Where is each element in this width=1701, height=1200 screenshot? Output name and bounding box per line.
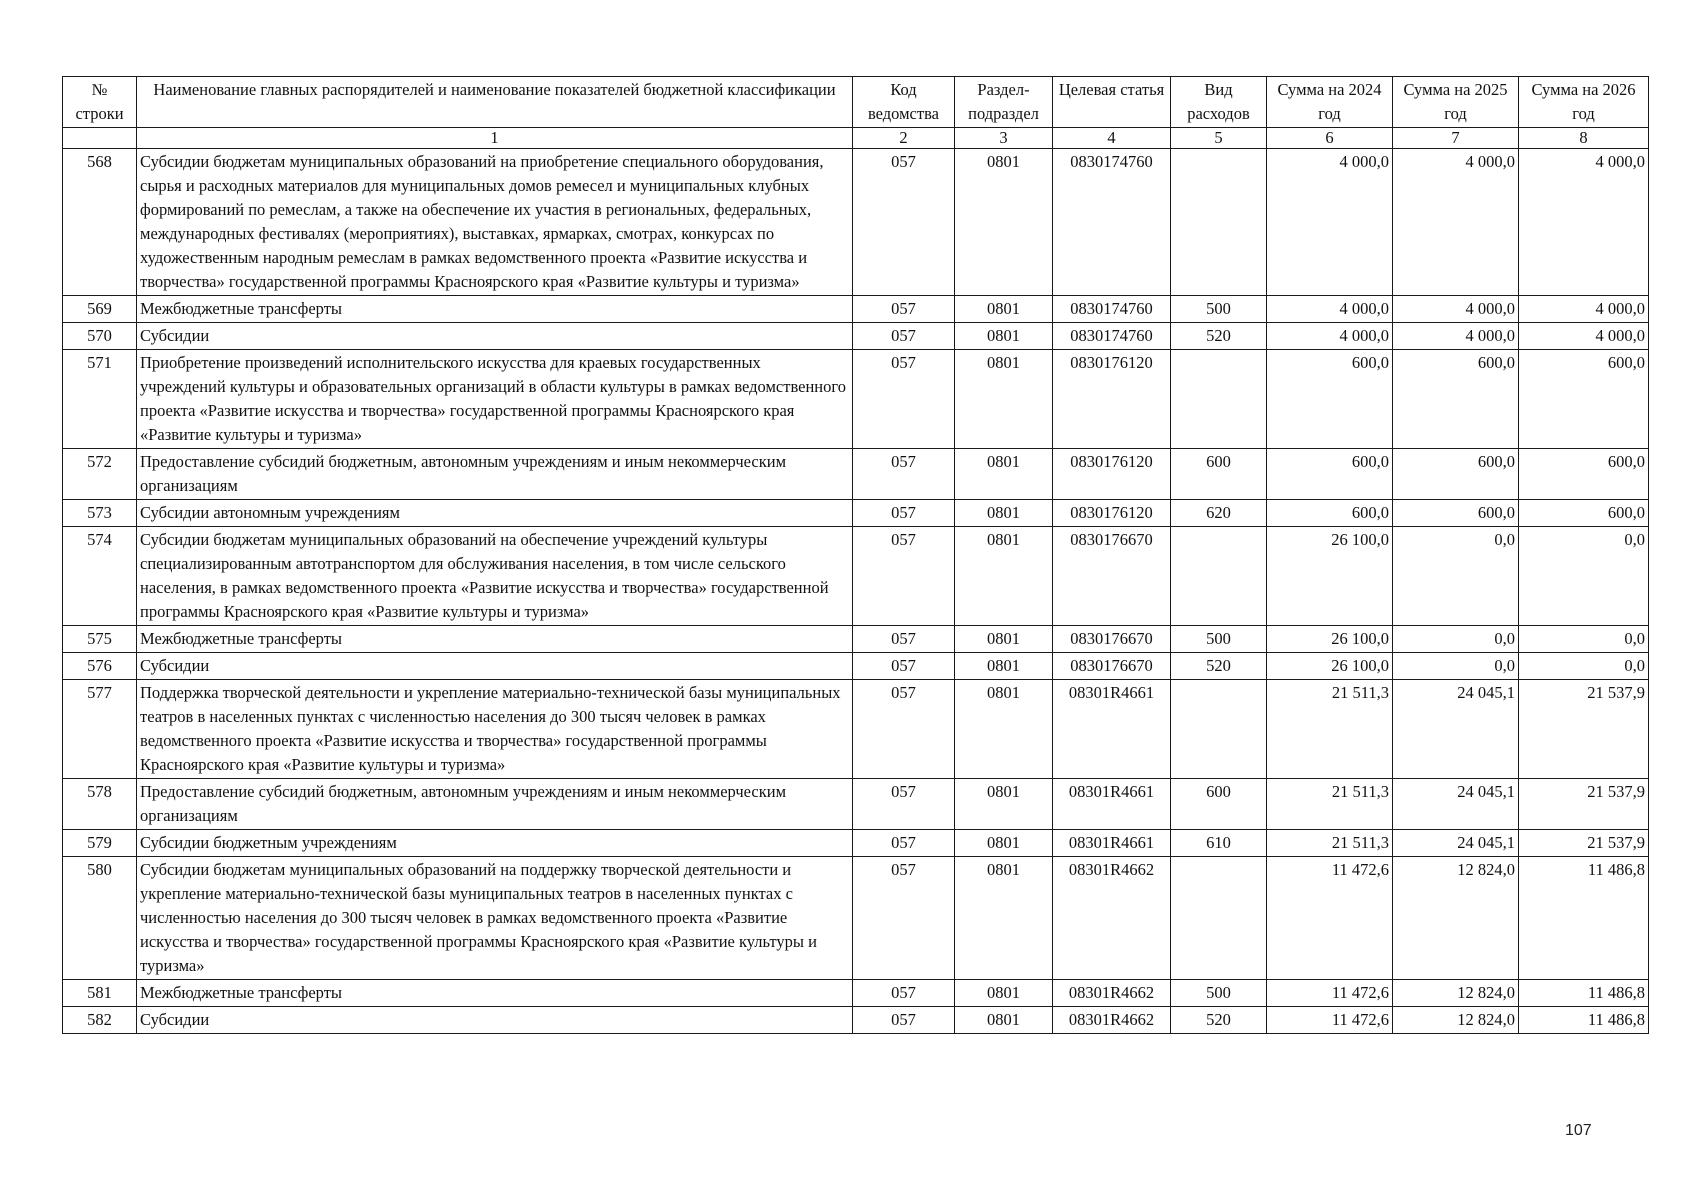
target-article: 0830174760 [1053,296,1171,323]
target-article: 08301R4661 [1053,830,1171,857]
department-code: 057 [853,626,955,653]
row-number: 571 [63,350,137,449]
expense-type [1171,527,1267,626]
sum-2026: 21 537,9 [1519,779,1649,830]
row-name: Межбюджетные трансферты [137,626,853,653]
sum-2025: 0,0 [1393,626,1519,653]
target-article: 0830176120 [1053,449,1171,500]
sum-2025: 12 824,0 [1393,857,1519,980]
header-sum-2024: Сумма на 2024 год [1267,77,1393,128]
target-article: 0830176120 [1053,350,1171,449]
header-target-article: Целевая статья [1053,77,1171,128]
department-code: 057 [853,857,955,980]
row-number: 572 [63,449,137,500]
expense-type: 610 [1171,830,1267,857]
target-article: 0830176670 [1053,653,1171,680]
target-article: 0830176670 [1053,626,1171,653]
sum-2024: 26 100,0 [1267,527,1393,626]
table-row [63,980,1649,1007]
sum-2026: 4 000,0 [1519,323,1649,350]
section-code: 0801 [955,1007,1053,1034]
department-code: 057 [853,1007,955,1034]
sum-2025: 600,0 [1393,350,1519,449]
sum-2025: 4 000,0 [1393,149,1519,296]
sum-2026: 11 486,8 [1519,1007,1649,1034]
department-code: 057 [853,449,955,500]
table-row [63,449,1649,500]
column-index [63,128,137,149]
row-number: 574 [63,527,137,626]
table-row [63,653,1649,680]
sum-2024: 4 000,0 [1267,296,1393,323]
column-index-row [63,128,1649,149]
expense-type [1171,350,1267,449]
sum-2025: 12 824,0 [1393,980,1519,1007]
row-number: 573 [63,500,137,527]
header-section: Раздел-подраздел [955,77,1053,128]
sum-2025: 600,0 [1393,449,1519,500]
expense-type: 500 [1171,980,1267,1007]
department-code: 057 [853,779,955,830]
row-name: Субсидии автономным учреждениям [137,500,853,527]
sum-2026: 11 486,8 [1519,857,1649,980]
section-code: 0801 [955,323,1053,350]
table-row [63,296,1649,323]
budget-table-container [62,76,1648,1034]
sum-2024: 600,0 [1267,449,1393,500]
sum-2026: 21 537,9 [1519,830,1649,857]
expense-type: 500 [1171,626,1267,653]
table-row [63,500,1649,527]
section-code: 0801 [955,350,1053,449]
expense-type: 520 [1171,653,1267,680]
sum-2024: 4 000,0 [1267,323,1393,350]
department-code: 057 [853,980,955,1007]
sum-2025: 4 000,0 [1393,296,1519,323]
header-row [63,77,1649,128]
row-number: 569 [63,296,137,323]
sum-2024: 21 511,3 [1267,779,1393,830]
row-name: Субсидии бюджетам муниципальных образований на обеспечение учреждений культуры специализированным автотранспортом для обслуживания населения, в том числе сельского населения, в рамках ведомственного проекта «Развитие искусства и творчества» государственной программы Красноярского края «Развитие культуры и туризма» [137,527,853,626]
row-name: Субсидии бюджетам муниципальных образований на приобретение специального оборудования, сырья и расходных материалов для муниципальных домов ремесел и муниципальных клубных формирований по ремеслам, а также на обеспечение их участия в региональных, федеральных, международных фестивалях (мероприятиях), выставках, ярмарках, смотрах, конкурсах по художественным народным ремеслам в рамках ведомственного проекта «Развитие искусства и творчества» государственной программы Красноярского края «Развитие культуры и туризма» [137,149,853,296]
row-name: Субсидии [137,323,853,350]
row-name: Субсидии бюджетным учреждениям [137,830,853,857]
table-row [63,149,1649,296]
target-article: 08301R4662 [1053,1007,1171,1034]
target-article: 0830176120 [1053,500,1171,527]
sum-2026: 0,0 [1519,527,1649,626]
expense-type: 520 [1171,323,1267,350]
section-code: 0801 [955,296,1053,323]
row-name: Предоставление субсидий бюджетным, автономным учреждениям и иным некоммерческим организациям [137,779,853,830]
row-number: 579 [63,830,137,857]
section-code: 0801 [955,980,1053,1007]
sum-2026: 21 537,9 [1519,680,1649,779]
row-name: Приобретение произведений исполнительского искусства для краевых государственных учреждений культуры и образовательных организаций в области культуры в рамках ведомственного проекта «Развитие искусства и творчества» государственной программы Красноярского края «Развитие культуры и туризма» [137,350,853,449]
department-code: 057 [853,680,955,779]
section-code: 0801 [955,653,1053,680]
department-code: 057 [853,296,955,323]
expense-type [1171,857,1267,980]
row-number: 568 [63,149,137,296]
column-index: 1 [137,128,853,149]
target-article: 08301R4661 [1053,779,1171,830]
section-code: 0801 [955,857,1053,980]
sum-2026: 600,0 [1519,500,1649,527]
sum-2024: 4 000,0 [1267,149,1393,296]
target-article: 0830176670 [1053,527,1171,626]
column-index: 8 [1519,128,1649,149]
table-row [63,779,1649,830]
row-number: 570 [63,323,137,350]
expense-type: 600 [1171,779,1267,830]
column-index: 4 [1053,128,1171,149]
row-name: Поддержка творческой деятельности и укрепление материально-технической базы муниципальных театров в населенных пунктах с численностью населения до 300 тысяч человек в рамках ведомственного проекта «Развитие искусства и творчества» государственной программы Красноярского края «Развитие культуры и туризма» [137,680,853,779]
header-sum-2025: Сумма на 2025 год [1393,77,1519,128]
expense-type: 620 [1171,500,1267,527]
sum-2025: 0,0 [1393,527,1519,626]
row-name: Субсидии бюджетам муниципальных образований на поддержку творческой деятельности и укрепление материально-технической базы муниципальных театров в населенных пунктах с численностью населения до 300 тысяч человек в рамках ведомственного проекта «Развитие искусства и творчества» государственной программы Красноярского края «Развитие культуры и туризма» [137,857,853,980]
sum-2025: 600,0 [1393,500,1519,527]
sum-2026: 0,0 [1519,653,1649,680]
department-code: 057 [853,500,955,527]
row-number: 581 [63,980,137,1007]
target-article: 08301R4662 [1053,857,1171,980]
section-code: 0801 [955,779,1053,830]
sum-2026: 600,0 [1519,350,1649,449]
row-name: Субсидии [137,653,853,680]
column-index: 3 [955,128,1053,149]
table-row [63,680,1649,779]
target-article: 08301R4661 [1053,680,1171,779]
page-number: 107 [1565,1122,1592,1139]
sum-2024: 600,0 [1267,350,1393,449]
department-code: 057 [853,149,955,296]
sum-2026: 600,0 [1519,449,1649,500]
header-sum-2026: Сумма на 2026 год [1519,77,1649,128]
row-number: 580 [63,857,137,980]
expense-type: 520 [1171,1007,1267,1034]
sum-2024: 600,0 [1267,500,1393,527]
row-number: 576 [63,653,137,680]
column-index: 7 [1393,128,1519,149]
row-number: 582 [63,1007,137,1034]
column-index: 2 [853,128,955,149]
expense-type [1171,680,1267,779]
row-name: Межбюджетные трансферты [137,296,853,323]
department-code: 057 [853,653,955,680]
sum-2024: 26 100,0 [1267,626,1393,653]
expense-type: 600 [1171,449,1267,500]
row-name: Межбюджетные трансферты [137,980,853,1007]
sum-2026: 4 000,0 [1519,149,1649,296]
sum-2025: 12 824,0 [1393,1007,1519,1034]
table-row [63,830,1649,857]
section-code: 0801 [955,626,1053,653]
header-department-code: Код ведомства [853,77,955,128]
department-code: 057 [853,527,955,626]
row-name: Субсидии [137,1007,853,1034]
sum-2024: 26 100,0 [1267,653,1393,680]
department-code: 057 [853,350,955,449]
target-article: 0830174760 [1053,149,1171,296]
sum-2025: 24 045,1 [1393,680,1519,779]
table-row [63,626,1649,653]
sum-2026: 4 000,0 [1519,296,1649,323]
section-code: 0801 [955,527,1053,626]
sum-2024: 21 511,3 [1267,830,1393,857]
sum-2024: 11 472,6 [1267,1007,1393,1034]
department-code: 057 [853,323,955,350]
section-code: 0801 [955,449,1053,500]
column-index: 6 [1267,128,1393,149]
department-code: 057 [853,830,955,857]
table-row [63,527,1649,626]
sum-2024: 21 511,3 [1267,680,1393,779]
header-expense-type: Вид расходов [1171,77,1267,128]
section-code: 0801 [955,500,1053,527]
table-body [63,149,1649,1034]
sum-2025: 24 045,1 [1393,830,1519,857]
table-row [63,323,1649,350]
target-article: 0830174760 [1053,323,1171,350]
table-row [63,857,1649,980]
section-code: 0801 [955,830,1053,857]
sum-2026: 11 486,8 [1519,980,1649,1007]
row-number: 575 [63,626,137,653]
expense-type [1171,149,1267,296]
sum-2024: 11 472,6 [1267,857,1393,980]
target-article: 08301R4662 [1053,980,1171,1007]
header-name: Наименование главных распорядителей и наименование показателей бюджетной классификации [137,77,853,128]
section-code: 0801 [955,149,1053,296]
row-number: 577 [63,680,137,779]
header-row-number: № строки [63,77,137,128]
row-name: Предоставление субсидий бюджетным, автономным учреждениям и иным некоммерческим организациям [137,449,853,500]
row-number: 578 [63,779,137,830]
table-row [63,1007,1649,1034]
table-row [63,350,1649,449]
sum-2025: 0,0 [1393,653,1519,680]
column-index: 5 [1171,128,1267,149]
section-code: 0801 [955,680,1053,779]
sum-2025: 4 000,0 [1393,323,1519,350]
sum-2024: 11 472,6 [1267,980,1393,1007]
sum-2026: 0,0 [1519,626,1649,653]
sum-2025: 24 045,1 [1393,779,1519,830]
budget-table [62,76,1649,1034]
expense-type: 500 [1171,296,1267,323]
